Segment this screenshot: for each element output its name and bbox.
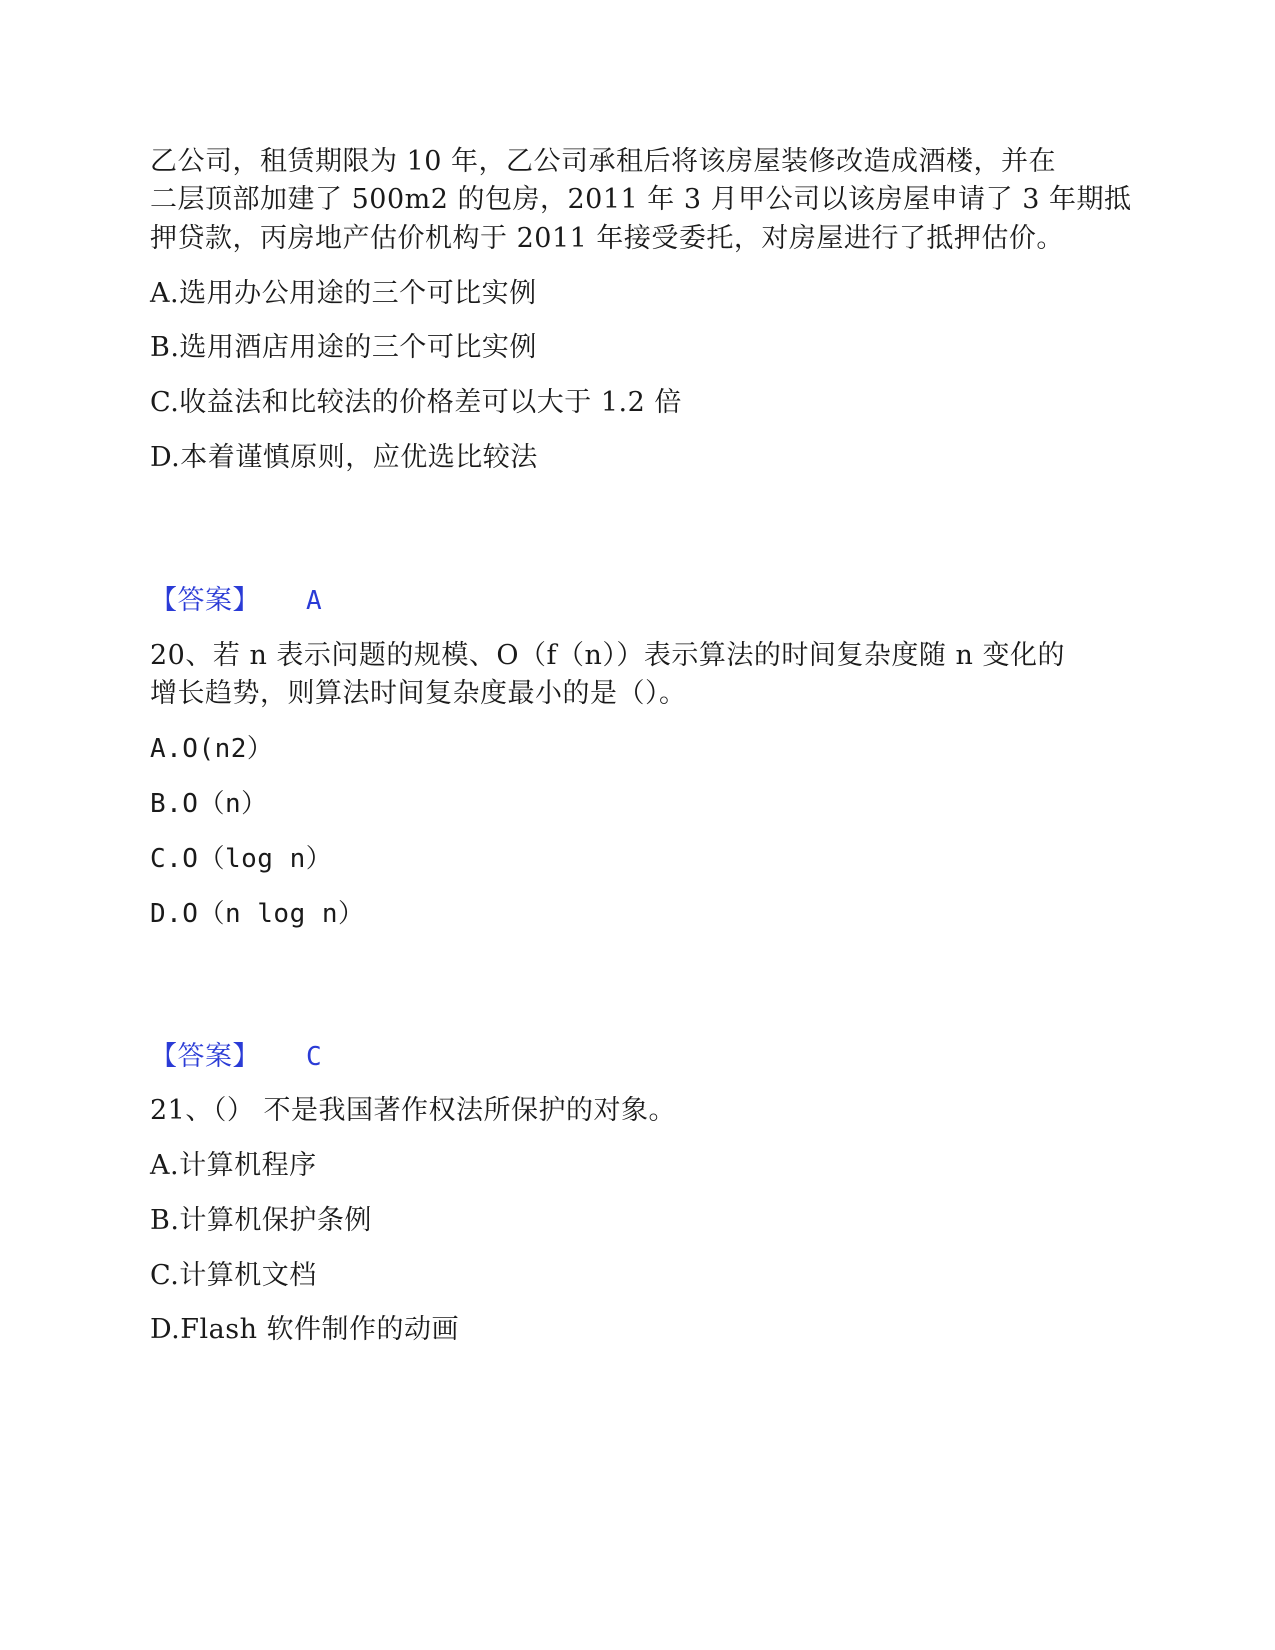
q20-stem-line-2: 增长趋势，则算法时间复杂度最小的是（）。 xyxy=(150,678,687,709)
answer-value: C xyxy=(306,1042,323,1072)
q21-option-a: A.计算机程序 xyxy=(150,1150,317,1181)
q21-option-c: C.计算机文档 xyxy=(150,1260,317,1291)
q20-option-c: C.O（log n） xyxy=(150,844,333,874)
q21-stem-line-1: 21、（） 不是我国著作权法所保护的对象。 xyxy=(150,1095,676,1126)
q19-stem-line-2: 二层顶部加建了 500m2 的包房，2011 年 3 月甲公司以该房屋申请了 3 年期抵 xyxy=(150,184,1132,215)
q19-option-b: B.选用酒店用途的三个可比实例 xyxy=(150,332,537,363)
answer-value: A xyxy=(306,586,323,616)
q19-answer xyxy=(150,581,322,621)
q19-option-d: D.本着谨慎原则，应优选比较法 xyxy=(150,442,538,473)
q19-stem-line-1: 乙公司，租赁期限为 10 年，乙公司承租后将该房屋装修改造成酒楼，并在 xyxy=(150,146,1057,177)
q20-answer xyxy=(150,1037,322,1077)
answer-label: 【答案】 xyxy=(150,1041,260,1072)
q20-option-d: D.O（n log n） xyxy=(150,899,365,929)
q20-option-b: B.O（n） xyxy=(150,789,268,819)
q21-option-b: B.计算机保护条例 xyxy=(150,1205,372,1236)
q20-option-a: A.O(n2） xyxy=(150,734,274,764)
q19-stem-line-3: 押贷款，丙房地产估价机构于 2011 年接受委托，对房屋进行了抵押估价。 xyxy=(150,223,1064,254)
q20-stem-line-1: 20、若 n 表示问题的规模、O（f（n））表示算法的时间复杂度随 n 变化的 xyxy=(150,640,1065,671)
q19-option-c: C.收益法和比较法的价格差可以大于 1.2 倍 xyxy=(150,387,682,418)
q19-option-a: A.选用办公用途的三个可比实例 xyxy=(150,278,537,309)
q21-option-d: D.Flash 软件制作的动画 xyxy=(150,1314,460,1345)
answer-label: 【答案】 xyxy=(150,585,260,616)
